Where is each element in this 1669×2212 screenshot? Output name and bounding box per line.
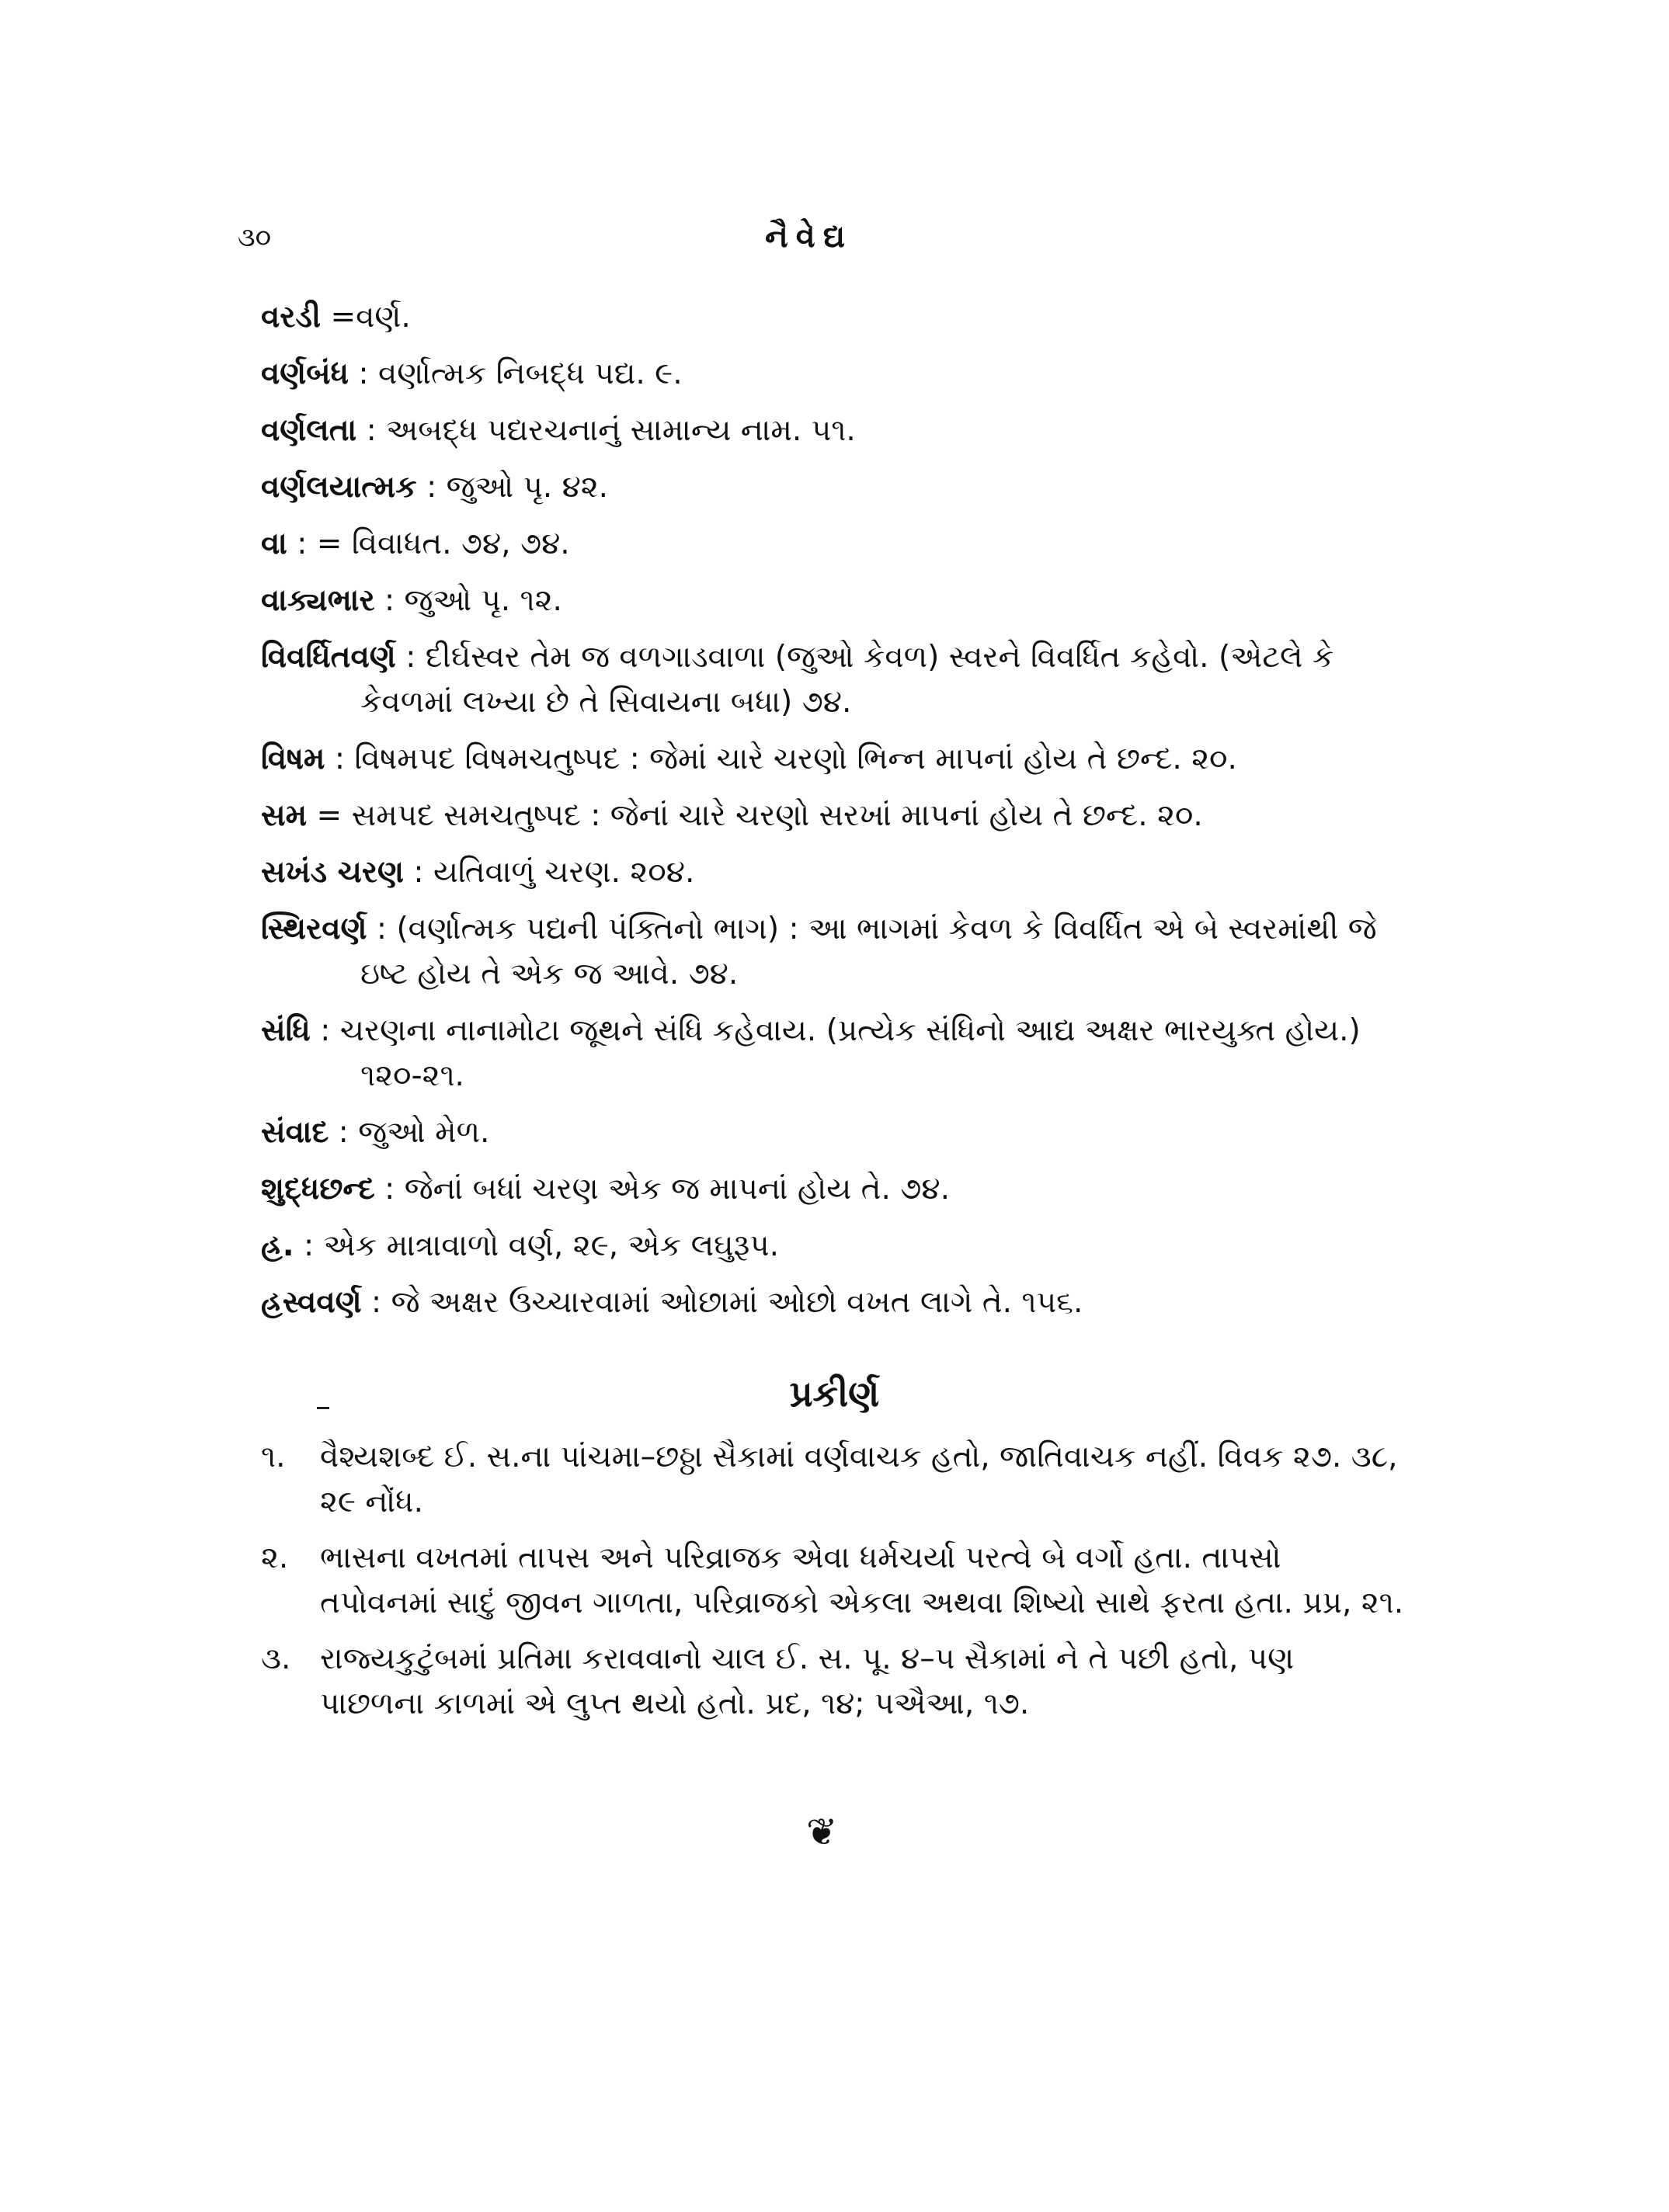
glossary-term: હ્ર.: [261, 1228, 294, 1263]
item-number: ૧.: [261, 1439, 286, 1474]
glossary-term: વા: [261, 526, 287, 561]
glossary-term: હ્રસ્વવર્ણ: [261, 1285, 362, 1320]
glossary-term: વરડી: [261, 300, 322, 335]
glossary-term: વર્ણલયાત્મક: [261, 470, 417, 505]
glossary-term: વાક્યભાર: [261, 583, 375, 618]
item-text: ભાસના વખતમાં તાપસ અને પરિવ્રાજક એવા ધર્મચર્યા પરત્વે બે વર્ગો હતા. તાપસો તપોવનમાં સાદું જીવન ગાળતા, પરિવ્રાજકો એકલા અથવા શિષ્યો સાથે ફરતા હતા. પ્રપ્ર, ૨૧.: [320, 1540, 1404, 1620]
glossary-term: સખંડ ચરણ: [261, 855, 405, 890]
glossary-entry: [261, 1224, 1406, 1269]
glossary-entry: [261, 1167, 1406, 1212]
page-number: ૩૦: [238, 222, 272, 253]
glossary-definition: : = વિવાધત. ૭૪, ૭૪.: [297, 526, 570, 561]
glossary-term: સમ: [261, 798, 308, 833]
list-item: [261, 1435, 1406, 1525]
glossary-definition: : જે અક્ષર ઉચ્ચારવામાં ઓછામાં ઓછો વખત લાગે તે. ૧૫૬.: [371, 1285, 1083, 1320]
glossary-entry: [261, 850, 1406, 895]
list-item: [261, 1536, 1406, 1626]
glossary-term: વર્ણલતા: [261, 413, 357, 448]
glossary-definition: : જુઓ મેળ.: [338, 1115, 490, 1150]
glossary-definition: : જુઓ પૃ. ૧૨.: [384, 583, 562, 618]
glossary-entry: [261, 1110, 1406, 1155]
glossary-definition: : ચરણના નાનામોટા જૂથને સંધિ કહેવાય. (પ્રત્યેક સંધિનો આદ્ય અક્ષર ભારયુક્ત હોય.) ૧૨૦-૨૧.: [320, 1013, 1361, 1093]
miscellaneous-list: [261, 1435, 1406, 1738]
glossary-definition: : જુઓ પૃ. ૪૨.: [426, 470, 609, 505]
glossary-entry: [261, 1009, 1406, 1099]
glossary-term: સંધિ: [261, 1013, 311, 1048]
list-item: [261, 1637, 1406, 1727]
glossary-entry: [261, 295, 1406, 340]
item-text: વૈશ્યશબ્દ ઈ. સ.ના પાંચમા–છઠ્ઠા સૈકામાં વર્ણવાચક હતો, જાતિવાચક નહીં. વિવક ૨૭. ૩૮, ૨૯ નોંધ.: [320, 1439, 1398, 1519]
item-number: ૨.: [261, 1540, 289, 1575]
glossary-definition: : વર્ણાત્મક નિબદ્ધ પદ્ય. ૯.: [358, 356, 683, 391]
running-title: નૈવેદ્ય: [765, 219, 854, 255]
glossary-term: સ્થિરવર્ણ: [261, 912, 367, 946]
glossary-definition: : જેનાં બધાં ચરણ એક જ માપનાં હોય તે. ૭૪.: [384, 1172, 950, 1207]
glossary-entry: [261, 408, 1406, 453]
glossary-entry: [261, 522, 1406, 567]
glossary-entry: [261, 578, 1406, 623]
glossary-term: સંવાદ: [261, 1115, 329, 1150]
glossary-definition: : દીર્ઘસ્વર તેમ જ વળગાડવાળા (જુઓ કેવળ) સ્વરને વિવર્ધિત કહેવો. (એટલે કે કેવળમાં લખ્યા છે તે સિવાયના બધા) ૭૪.: [360, 640, 1334, 720]
glossary-entry: [261, 465, 1406, 510]
glossary-definition: : (વર્ણાત્મક પદ્યની પંક્તિનો ભાગ) : આ ભાગમાં કેવળ કે વિવર્ધિત એ બે સ્વરમાંથી જે ઇષ્ટ હોય તે એક જ આવે. ૭૪.: [360, 912, 1377, 991]
glossary-definition: = સમપદ સમચતુષ્પદ : જેનાં ચારે ચરણો સરખાં માપનાં હોય તે છન્દ. ૨૦.: [316, 798, 1203, 833]
glossary-term: શુદ્ધછન્દ: [261, 1172, 375, 1207]
glossary-term: વિષમ: [261, 741, 325, 776]
glossary-definition: =વર્ણ.: [330, 300, 411, 335]
glossary-term: વિવર્ધિતવર્ણ: [261, 640, 396, 675]
glossary-definition: : વિષમપદ વિષમચતુષ્પદ : જેમાં ચારે ચરણો ભિન્ન માપનાં હોય તે છન્દ. ૨૦.: [334, 741, 1237, 776]
glossary-definition: : એક માત્રાવાળો વર્ણ, ૨૯, એક લઘુરૂપ.: [303, 1228, 779, 1263]
glossary-entry: [261, 737, 1406, 782]
item-number: ૩.: [261, 1641, 291, 1676]
glossary-entry: [261, 1280, 1406, 1325]
glossary-term: વર્ણબંધ: [261, 356, 349, 391]
glossary-entry: [261, 793, 1406, 839]
glossary-definition: : અબદ્ધ પદ્યરચનાનું સામાન્ય નામ. ૫૧.: [366, 413, 856, 448]
glossary-list: [261, 295, 1406, 1337]
fleuron-ornament-icon: ❦: [806, 1811, 838, 1854]
glossary-entry: [261, 907, 1406, 997]
item-text: રાજ્યકુટુંબમાં પ્રતિમા કરાવવાનો ચાલ ઈ. સ. પૂ. ૪–૫ સૈકામાં ને તે પછી હતો, પણ પાછળના કાળમાં એ લુપ્ત થયો હતો. પ્રદ, ૧૪; પઐઆ, ૧૭.: [320, 1641, 1295, 1721]
glossary-entry: [261, 352, 1406, 397]
glossary-definition: : યતિવાળું ચરણ. ૨૦૪.: [413, 855, 695, 890]
glossary-entry: [261, 635, 1406, 725]
section-title: પ્રકીર્ણ: [789, 1373, 880, 1415]
stray-mark: [317, 1407, 329, 1409]
